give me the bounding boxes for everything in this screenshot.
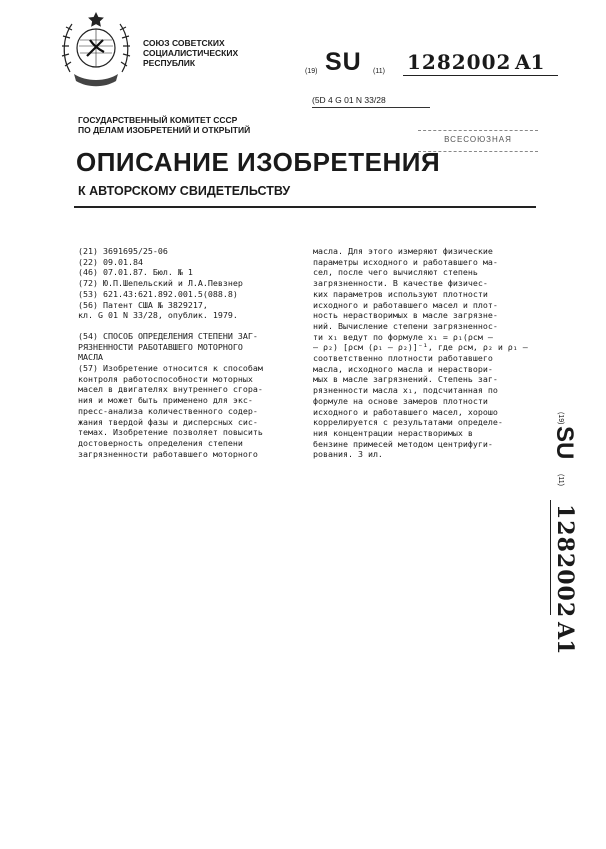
union-line: СОЮЗ СОВЕТСКИХ	[143, 38, 225, 48]
margin-patent-number: 1282002	[552, 504, 578, 619]
ipc-text: (5D 4 G 01 N 33/28	[312, 95, 386, 105]
abstract-line: масла. Для этого измеряют физические	[313, 246, 493, 256]
patent-kind: A1	[515, 50, 545, 74]
abstract-line: темах. Изобретение позволяет повысить	[78, 427, 263, 438]
abstract-line: ния и может быть применено для экс-	[78, 395, 253, 406]
abstract-line: бензине примесей методом центрифуги-	[313, 438, 493, 449]
abstract-line: коррелируется с результатами определе-	[313, 417, 503, 428]
state-committee	[78, 115, 250, 135]
margin-number-underline	[550, 500, 551, 615]
code-country: (19)	[305, 68, 318, 75]
invention-title-line: РЯЗНЕННОСТИ РАБОТАВШЕГО МОТОРНОГО	[78, 341, 243, 352]
abstract-line: формуле на основе замеров плотности	[313, 395, 488, 406]
committee-line: ПО ДЕЛАМ ИЗОБРЕТЕНИЙ И ОТКРЫТИЙ	[78, 125, 251, 135]
margin-country-code: SU	[551, 426, 578, 460]
right-column	[313, 246, 545, 460]
abstract-line: загрязненности. В качестве физичес-	[313, 278, 488, 289]
ipc-underline	[312, 107, 430, 108]
abstract-line: ти x₁ ведут по формуле x₁ = ρ₁(ρсм –	[313, 331, 493, 342]
abstract-line: масел в двигателях внутреннего сгора-	[78, 384, 263, 395]
union-name	[143, 38, 238, 68]
library-stamp: ВСЕСОЮЗНАЯ	[418, 130, 538, 152]
biblio-line: (72) Ю.П.Шепельский и Л.А.Певзнер	[78, 278, 243, 289]
abstract-line: жания твердой фазы и дисперсных сис-	[78, 416, 258, 427]
biblio-line: (46) 07.01.87. Бюл. № 1	[78, 267, 193, 278]
document-subtitle: К АВТОРСКОМУ СВИДЕТЕЛЬСТВУ	[78, 184, 291, 198]
union-line: РЕСПУБЛИК	[143, 58, 196, 68]
ussr-emblem-icon	[60, 10, 132, 92]
invention-title-line: (54) СПОСОБ ОПРЕДЕЛЕНИЯ СТЕПЕНИ ЗАГ-	[78, 330, 258, 341]
abstract-line: рязненности масла x₁, подсчитанная по	[313, 385, 498, 396]
invention-title-line: МАСЛА	[78, 352, 103, 363]
abstract-line: загрязненности работавшего моторного	[78, 448, 258, 459]
country-code: SU	[325, 48, 362, 76]
abstract-line: ких параметров используют плотности	[313, 288, 488, 299]
margin-patent-id	[550, 412, 580, 672]
biblio-line: кл. G 01 N 33/28, опублик. 1979.	[78, 310, 238, 321]
title-divider	[74, 206, 536, 208]
abstract-line: мых в масле загрязнений. Степень заг-	[313, 374, 498, 385]
abstract-line: исходного и работавшего масел, хорошо	[313, 406, 498, 417]
left-column	[78, 246, 293, 459]
biblio-line: (56) Патент США № 3829217,	[78, 299, 208, 310]
abstract-line: исходного и работавшего масел и плот-	[313, 299, 498, 310]
ipc-classification	[312, 95, 386, 105]
patent-number: 1282002	[407, 50, 512, 74]
abstract-line: – ρ₂) [ρсм (ρ₁ – ρ₂)]⁻¹, где ρсм, ρ₂ и ρ₁ –	[313, 342, 528, 353]
abstract-line: ность нерастворимых в масле загрязне-	[313, 310, 498, 321]
abstract-line: сел, после чего вычисляют степень	[313, 267, 478, 278]
abstract-line: соответственно плотности работавшего	[313, 353, 493, 364]
margin-code-country: (19)	[557, 412, 564, 425]
document-title: ОПИСАНИЕ ИЗОБРЕТЕНИЯ	[76, 147, 441, 177]
margin-patent-kind: A1	[552, 622, 578, 655]
code-number: (11)	[373, 68, 385, 75]
margin-code-number: (11)	[557, 474, 564, 486]
abstract-line: параметры исходного и работавшего ма-	[313, 256, 498, 267]
abstract-line: достоверность определения степени	[78, 437, 243, 448]
biblio-line: (21) 3691695/25-06	[78, 246, 168, 256]
number-underline	[403, 75, 558, 76]
abstract-line: ний. Вычисление степени загрязненнос-	[313, 320, 498, 331]
abstract-line: пресс-анализа количественного содер-	[78, 405, 258, 416]
patent-id-line	[305, 48, 565, 78]
abstract-line: (57) Изобретение относится к способам	[78, 363, 263, 374]
biblio-line: (22) 09.01.84	[78, 256, 143, 267]
abstract-line: ния концентрации нерастворимых в	[313, 427, 473, 438]
abstract-line: контроля работоспособности моторных	[78, 373, 253, 384]
abstract-line: рования. 3 ил.	[313, 449, 383, 460]
biblio-line: (53) 621.43:621.892.001.5(088.8)	[78, 288, 238, 299]
committee-line: ГОСУДАРСТВЕННЫЙ КОМИТЕТ СССР	[78, 115, 238, 125]
union-line: СОЦИАЛИСТИЧЕСКИХ	[143, 48, 239, 58]
abstract-line: масла, исходного масла и нераствори-	[313, 363, 493, 374]
